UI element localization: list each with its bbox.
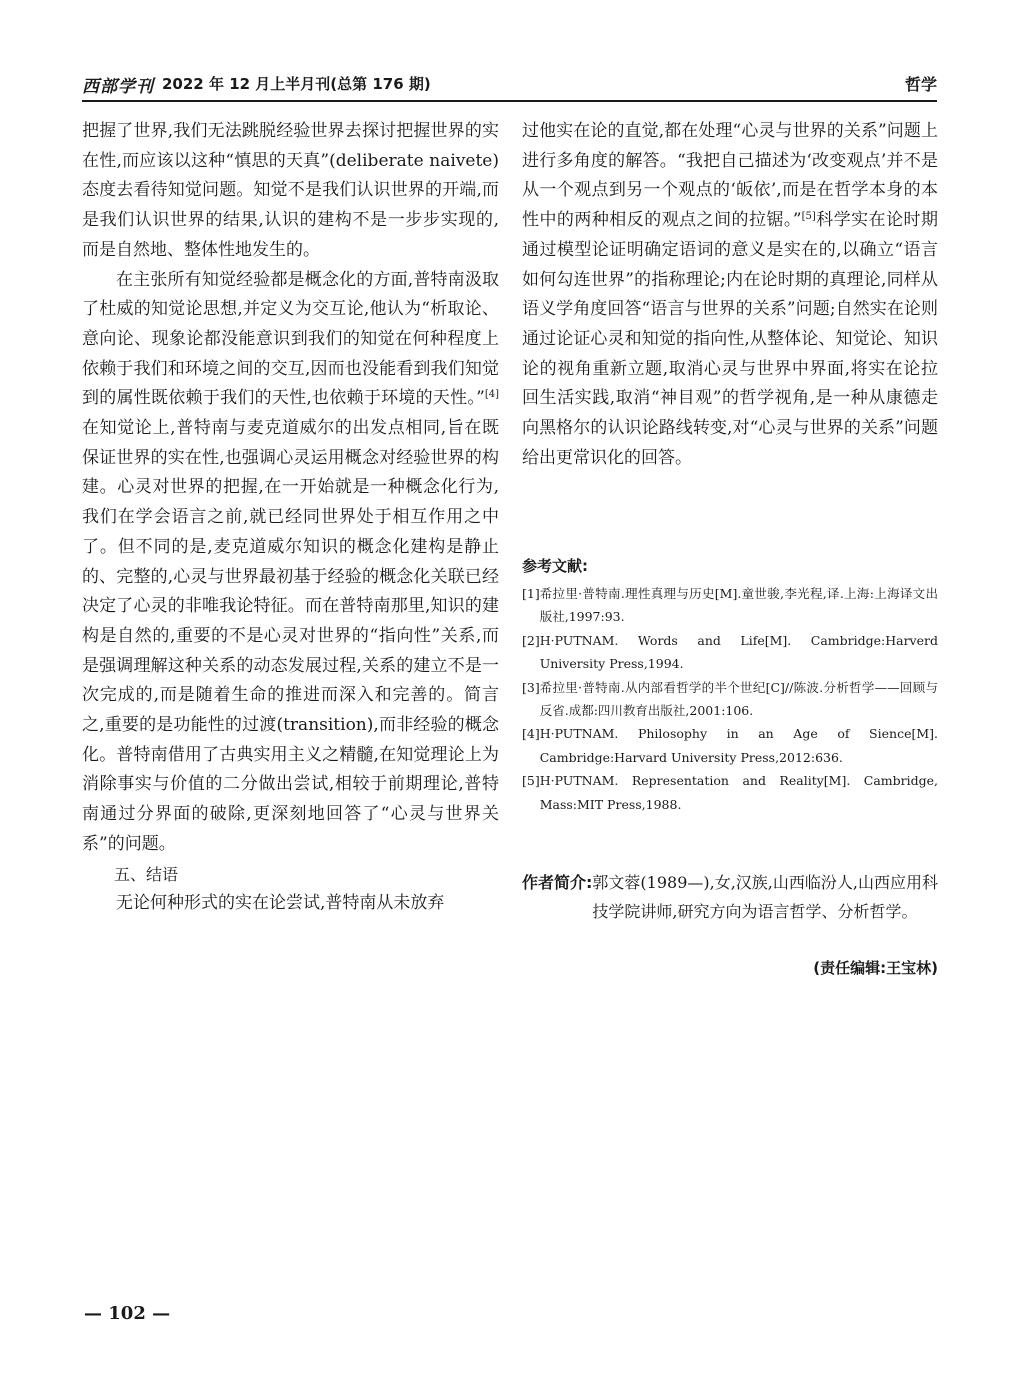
- journal-logo: 西部学刊: [82, 77, 154, 97]
- paragraph: 把握了世界,我们无法跳脱经验世界去探讨把握世界的实在性,而应该以这种“慎思的天真”(deliberate naivete)态度去看待知觉问题。知觉不是我们认识世界的开端,而是我们认识世界的结果,认识的建构不是一步步实现的,而是自然地、整体性地发生的。: [82, 121, 499, 260]
- paragraph-text: 在知觉论上,普特南与麦克道威尔的出发点相同,旨在既保证世界的实在性,也强调心灵运用概念对经验世界的构建。心灵对世界的把握,在一开始就是一种概念化行为,我们在学会语言之前,就已经同世界处于相互作用之中了。但不同的是,麦克道威尔知识的概念化建构是静止的、完整的,心灵与世界最初基于经验的概念化关联已经决定了心灵的非唯我论特征。而在普特南那里,知识的建构是自然的,重要的不是心灵对世界的“指向性”关系,而是强调理解这种关系的动态发展过程,关系的建立不是一次完成的,而是随着生命的推进而深入和完善的。简言之,重要的是功能性的过渡(transition),而非经验的概念化。普特南借用了古典实用主义之精髓,在知觉理论上为消除事实与价值的二分做出尝试,相较于前期理论,普特南通过分界面的破除,更深刻地回答了“心灵与世界关系”的问题。: [82, 418, 499, 854]
- section-heading: 五、结语: [114, 864, 179, 884]
- page-header: [82, 66, 937, 102]
- citation-ref: [5]: [801, 211, 816, 223]
- references-list: [522, 582, 938, 816]
- reference-number: [5]: [522, 773, 540, 789]
- reference-text: H·PUTNAM. Representation and Reality[M]. Cambridge, Mass:MIT Press,1988.: [539, 773, 938, 812]
- paragraph-text: 在主张所有知觉经验都是概念化的方面,普特南汲取了杜威的知觉论思想,并定义为交互论,他认为“析取论、意向论、现象论都没能意识到我们的知觉在何种程度上依赖于我们和环境之间的交互,因而也没能看到我们知觉到的属性既依赖于我们的天性,也依赖于环境的天性。”: [82, 269, 499, 409]
- page-number: — 102 —: [84, 1303, 171, 1324]
- reference-text: 希拉里·普特南.从内部看哲学的半个世纪[C]//陈波.分析哲学——回顾与反省.成都:四川教育出版社,2001:106.: [539, 679, 938, 719]
- author-label: 作者简介:: [522, 873, 593, 892]
- references-title: 参考文献:: [522, 557, 588, 575]
- issue-info: 2022 年 12 月上半月刊(总第 176 期): [162, 75, 431, 93]
- citation-ref: [4]: [484, 389, 499, 401]
- paragraph: [82, 266, 499, 860]
- section-name: 哲学: [904, 75, 937, 94]
- reference-text: H·PUTNAM. Philosophy in an Age of Sience[M]. Cambridge:Harvard University Press,2012:636.: [539, 726, 938, 765]
- reference-item: [522, 629, 938, 676]
- reference-text: 希拉里·普特南.理性真理与历史[M].童世骏,李光程,译.上海:上海译文出版社,1997:93.: [539, 586, 938, 625]
- reference-item: [522, 769, 938, 816]
- reference-text: H·PUTNAM. Words and Life[M]. Cambridge:Harverd University Press,1994.: [539, 632, 938, 672]
- reference-item: [522, 722, 938, 769]
- responsible-editor: (责任编辑:王宝林): [813, 959, 938, 977]
- reference-item: [522, 582, 938, 629]
- reference-number: [3]: [522, 679, 540, 695]
- reference-number: [1]: [522, 586, 540, 601]
- reference-number: [4]: [522, 726, 540, 742]
- author-bio: [522, 868, 938, 926]
- reference-item: [522, 676, 938, 723]
- paragraph: 无论何种形式的实在论尝试,普特南从未放弃: [116, 893, 445, 914]
- reference-number: [2]: [522, 632, 540, 648]
- paragraph-text: 科学实在论时期通过模型论证明确定语词的意义是实在的,以确立“语言如何勾连世界”的指称理论;内在论时期的真理论,同样从语义学角度回答“语言与世界的关系”问题;自然实在论则通过论证心灵和知觉的指向性,从整体论、知觉论、知识论的视角重新立题,取消心灵与世界中界面,将实在论拉回生活实践,取消“神目观”的哲学视角,是一种从康德走向黑格尔的认识论路线转变,对“心灵与世界的关系”问题给出更常识化的回答。: [522, 210, 938, 468]
- right-column: [522, 117, 938, 473]
- paragraph: [522, 117, 938, 473]
- author-text: 郭文蓉(1989—),女,汉族,山西临汾人,山西应用科技学院讲师,研究方向为语言哲学、分析哲学。: [592, 873, 938, 921]
- left-column: [82, 117, 499, 919]
- paragraph-text: 过他实在论的直觉,都在处理“心灵与世界的关系”问题上进行多角度的解答。“我把自己描述为‘改变观点’并不是从一个观点到另一个观点的‘皈依’,而是在哲学本身的本性中的两种相反的观点之间的拉锯。”: [522, 121, 938, 231]
